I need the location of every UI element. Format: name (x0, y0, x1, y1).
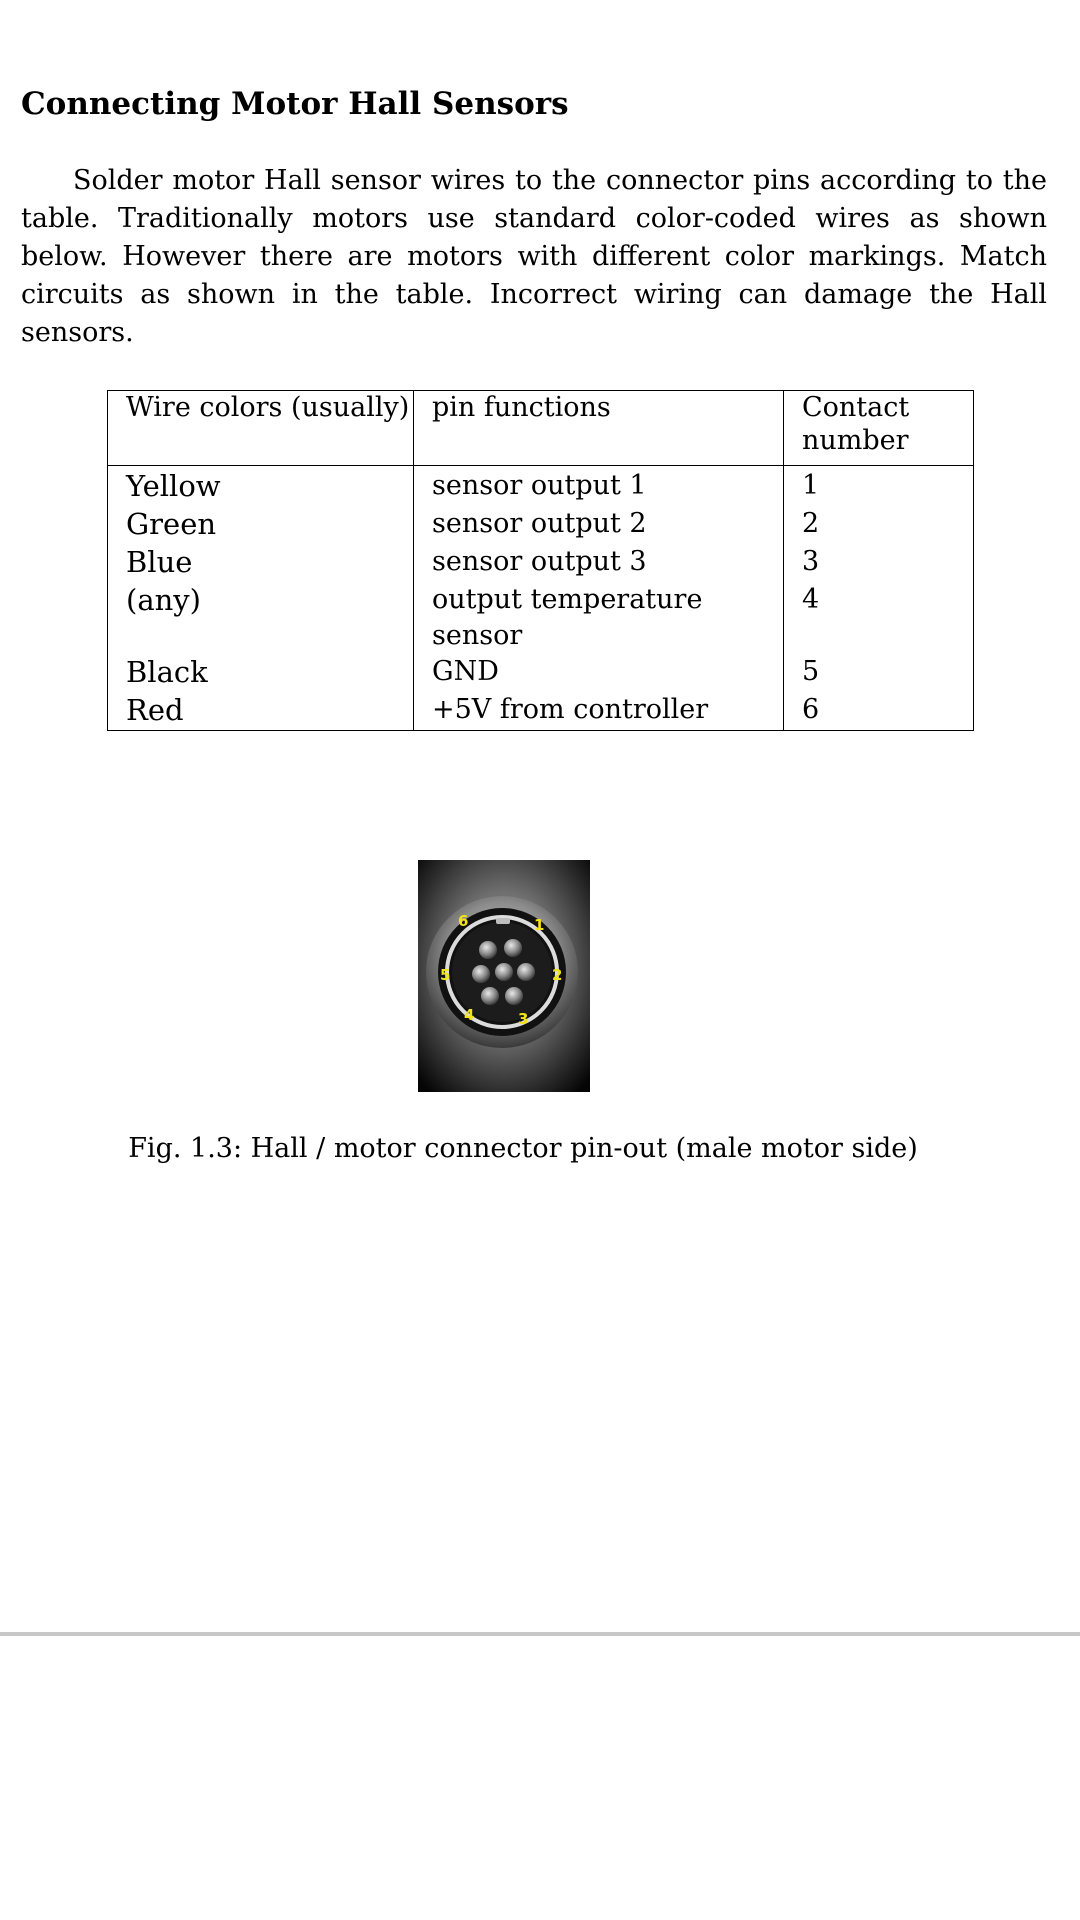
wire-color-cell: (any) (108, 582, 414, 654)
contact-number-cell: 6 (784, 692, 974, 731)
table-row (108, 654, 974, 692)
table-row (108, 506, 974, 544)
wire-color-cell: Blue (108, 544, 414, 582)
connector-photo (418, 860, 590, 1092)
pin-label-4: 4 (464, 1006, 475, 1024)
table-row (108, 466, 974, 507)
table-row (108, 544, 974, 582)
table-header-row (108, 391, 974, 466)
intro-paragraph: Solder motor Hall sensor wires to the connector pins according to the table. Traditionally motors use standard color-coded wires as shown below. However there are motors with different color markings. Match circuits as shown in the table. Incorrect wiring can damage the Hall sensors. (21, 165, 1047, 348)
wire-color-cell: Black (108, 654, 414, 692)
header-wire-colors: Wire colors (usually) (108, 391, 414, 466)
pin-function-cell: sensor output 2 (414, 506, 784, 544)
pin-label-5: 5 (440, 966, 451, 984)
pin-label-2: 2 (552, 966, 563, 984)
header-pin-functions: pin functions (414, 391, 784, 466)
wire-color-cell: Yellow (108, 466, 414, 507)
pin-label-6: 6 (458, 912, 469, 930)
pin-function-cell: GND (414, 654, 784, 692)
pin-function-cell: +5V from controller (414, 692, 784, 731)
page-divider (0, 1632, 1080, 1636)
contact-number-cell: 4 (784, 582, 974, 654)
section-heading: Connecting Motor Hall Sensors (21, 86, 569, 122)
wire-color-cell: Red (108, 692, 414, 731)
pin-function-cell: sensor output 3 (414, 544, 784, 582)
contact-number-cell: 1 (784, 466, 974, 507)
contact-number-cell: 5 (784, 654, 974, 692)
pinout-table (107, 390, 974, 731)
header-contact-number: Contact number (784, 391, 974, 466)
pin-function-cell: sensor output 1 (414, 466, 784, 507)
table-row (108, 582, 974, 654)
figure-caption: Fig. 1.3: Hall / motor connector pin-out (male motor side) (128, 1133, 918, 1164)
contact-number-cell: 2 (784, 506, 974, 544)
pin-label-1: 1 (534, 916, 545, 934)
pin-function-cell: output temperature sensor (414, 582, 784, 654)
pin-label-3: 3 (518, 1010, 529, 1028)
table-row (108, 692, 974, 731)
wire-color-cell: Green (108, 506, 414, 544)
contact-number-cell: 3 (784, 544, 974, 582)
